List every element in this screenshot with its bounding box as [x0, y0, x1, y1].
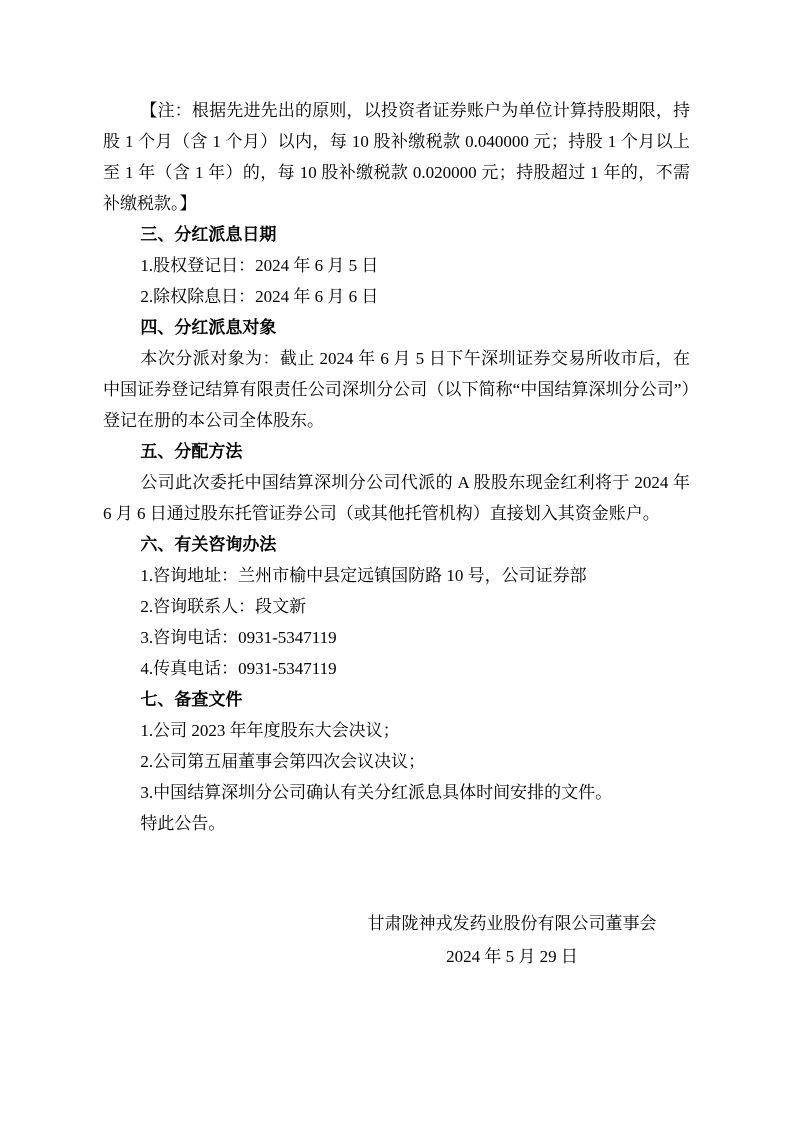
section6-item-contact: 2.咨询联系人：段文新 — [140, 597, 307, 616]
section4-paragraph: 本次分派对象为：截止 2024 年 6 月 5 日下午深圳证券交易所收市后，在中国证券登记结算有限责任公司深圳分公司（以下简称“中国结算深圳分公司”）登记在册的本公司全体股东。 — [103, 349, 690, 430]
section6-item-phone: 3.咨询电话：0931-5347119 — [140, 628, 337, 647]
signature-block — [334, 907, 690, 973]
section5-heading: 五、分配方法 — [140, 442, 243, 461]
section4-heading: 四、分红派息对象 — [140, 318, 277, 337]
section5-paragraph: 公司此次委托中国结算深圳分公司代派的 A 股股东现金红利将于 2024 年 6 月 6 日通过股东托管证券公司（或其他托管机构）直接划入其资金账户。 — [103, 473, 690, 523]
closing-line: 特此公告。 — [140, 814, 226, 833]
signature-company: 甘肃陇神戎发药业股份有限公司董事会 — [367, 914, 657, 933]
section3-heading: 三、分红派息日期 — [140, 225, 277, 244]
section7-item-csdc-document: 3.中国结算深圳分公司确认有关分红派息具体时间安排的文件。 — [140, 783, 613, 802]
signature-date: 2024 年 5 月 29 日 — [446, 947, 578, 966]
section3-item-ex-dividend-date: 2.除权除息日：2024 年 6 月 6 日 — [140, 287, 379, 306]
section7-item-board-resolution: 2.公司第五届董事会第四次会议决议； — [140, 752, 426, 771]
section6-item-fax: 4.传真电话：0931-5347119 — [140, 659, 337, 678]
note-paragraph: 【注：根据先进先出的原则，以投资者证券账户为单位计算持股期限，持股 1 个月（含 1 个月）以内，每 10 股补缴税款 0.040000 元；持股 1 个月以上至 1 年（含 1 年）的，每 10 股补缴税款 0.020000 元；持股超过 1 年的，不需补缴税款。】 — [103, 101, 690, 213]
section6-heading: 六、有关咨询办法 — [140, 535, 277, 554]
section7-item-shareholder-resolution: 1.公司 2023 年年度股东大会决议； — [140, 721, 400, 740]
section3-item-record-date: 1.股权登记日：2024 年 6 月 5 日 — [140, 256, 379, 275]
section6-item-address: 1.咨询地址：兰州市榆中县定远镇国防路 10 号，公司证券部 — [140, 566, 587, 585]
section7-heading: 七、备查文件 — [140, 690, 243, 709]
